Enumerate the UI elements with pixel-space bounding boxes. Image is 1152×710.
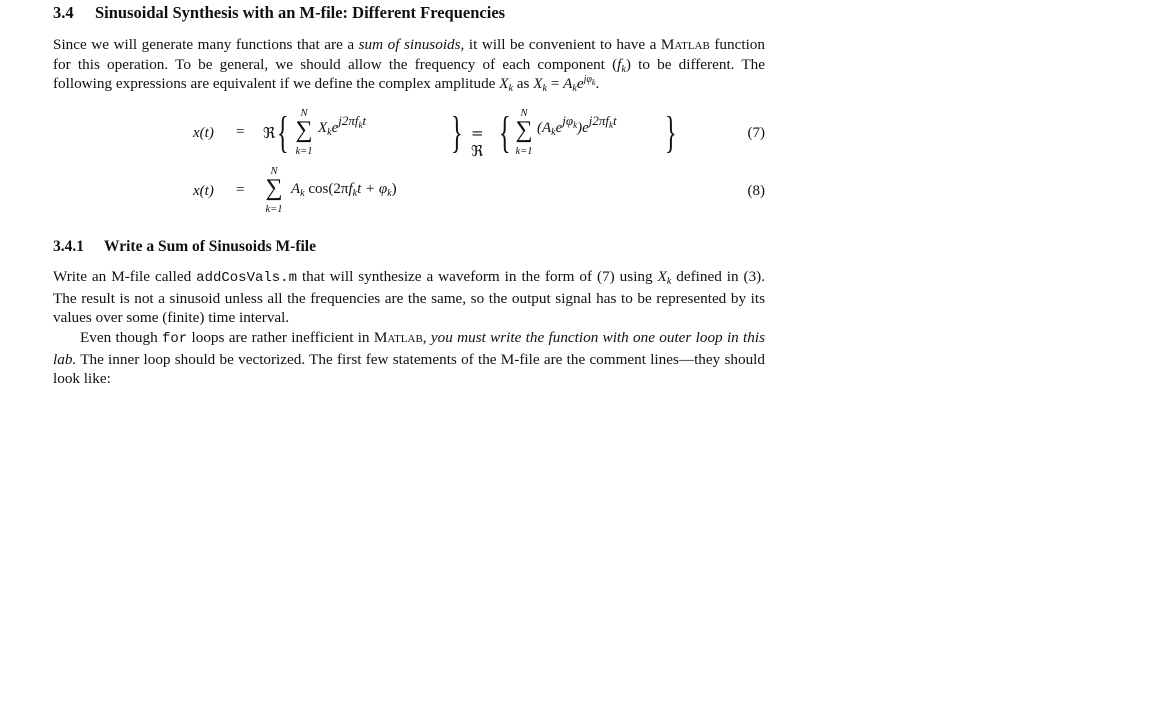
sigma-symbol: ∑ [265,175,283,201]
text-run: that will synthesize a waveform in the form of (7) using [297,268,658,285]
math-symbol: )e [577,120,589,136]
math-symbol: e [555,120,563,136]
math-subscript: k [387,188,392,199]
sum-lower-limit: k=1 [515,146,533,157]
text-run: Since we will generate many functions that are a [53,36,359,53]
math-symbol: e [576,75,584,92]
text-run: as [512,75,534,92]
sigma-symbol: ∑ [295,117,313,143]
left-brace: { [277,108,289,157]
sum-term-2 [537,113,617,138]
math-symbol: X [499,75,509,92]
text-run: defined in (3). The result is not a sinusoid unless all the frequencies are the same, so the output signal has to be represented by its values over some (finite) time interval. [53,268,766,326]
section-number: 3.4 [53,3,74,22]
sum-lower-limit: k=1 [265,204,283,215]
matlab-name: Matlab [373,329,423,346]
equation-8 [53,166,765,220]
math-subscript: k [572,83,577,94]
math-symbol: X [533,75,543,92]
equation-lhs: x(t) [193,125,214,141]
right-brace: } [451,108,463,157]
math-subscript: k [666,276,672,287]
sigma-symbol: ∑ [515,117,533,143]
task-paragraph [53,267,765,328]
instruction-paragraph [53,328,765,389]
sum-lower-limit: k=1 [295,146,313,157]
math-symbol: ) [391,181,397,197]
emphasis-text: sum of sinusoids, [358,36,465,53]
math-subscript: k [508,83,513,94]
sum-upper-limit: N [520,108,528,119]
sum-upper-limit: N [270,166,278,177]
equals-sign: = [236,182,245,198]
right-brace: } [665,108,677,157]
superscript-text: t [613,113,617,128]
equation-lhs: x(t) [193,183,214,199]
code-keyword: for [162,331,188,347]
superscript-text: jφ [583,74,592,85]
superscript-text: t [362,113,367,128]
equals-sign: = [236,124,245,140]
matlab-name: Matlab [660,36,710,53]
math-superscript [584,74,596,85]
summation [263,166,285,220]
text-run: The inner loop should be vectorized. The first few statements of the M-file are the comment lines—they should look like: [53,350,765,387]
subsection-number: 3.4.1 [53,238,84,255]
math-symbol: (A [537,120,552,136]
math-symbol: f [617,55,622,73]
equation-7 [53,108,765,162]
intro-paragraph [53,35,765,94]
text-run: . [595,75,600,92]
math-subscript: k [352,188,358,199]
math-operator: = [546,75,564,92]
summation [513,108,535,162]
math-symbol: A [563,75,573,92]
math-superscript [589,113,617,128]
section-heading [53,3,505,23]
math-function: cos(2π [304,181,349,197]
math-symbol: X [318,120,328,136]
code-filename: addCosVals.m [196,270,297,286]
math-subscript: k [300,188,305,199]
subsection-heading [53,238,316,256]
text-run: loops are rather inefficient in [187,329,374,346]
math-subscript: k [542,83,547,94]
left-brace: { [499,108,511,157]
equation-number: (7) [747,125,765,141]
math-subscript: k [591,78,596,87]
math-symbol: e [331,120,339,136]
math-subscript: k [551,127,556,138]
section-title: Sinusoidal Synthesis with an M-file: Different Frequencies [95,3,506,22]
real-part-symbol: ℜ [263,124,276,142]
math-superscript [562,113,577,128]
cosine-term [291,181,397,198]
text-run: ) to be different. The following expressions are equivalent if we define the complex amplitude [53,55,765,92]
superscript-text: j2πf [588,113,610,128]
math-symbol: f [348,181,353,197]
sum-upper-limit: N [300,108,308,119]
math-subscript: k [621,63,626,75]
text-run: Even though [80,329,162,346]
sum-term-1 [318,113,367,138]
equals-real-part: = ℜ [471,124,484,160]
math-subscript: k [327,127,332,138]
subsection-title: Write a Sum of Sinusoids M-file [104,238,316,255]
math-subscript: k [573,120,578,130]
equation-number: (8) [747,183,765,199]
math-symbol: A [291,181,301,197]
math-symbol: t + φ [357,181,388,197]
math-subscript: k [609,120,614,130]
superscript-text: jφ [562,113,574,128]
superscript-text: j2πf [338,113,359,128]
math-symbol: X [657,268,667,285]
summation [293,108,315,162]
text-run: Write an M-file called [53,268,197,285]
emphasis-text: you must write the function with one outer loop in this lab. [53,329,766,368]
text-run: function for this operation. To be general, we should allow the frequency of each component ( [53,36,765,73]
math-subscript: k [358,120,363,130]
text-run: , [422,329,431,346]
text-run: it will be convenient to have a [464,36,661,53]
math-superscript [338,113,366,128]
